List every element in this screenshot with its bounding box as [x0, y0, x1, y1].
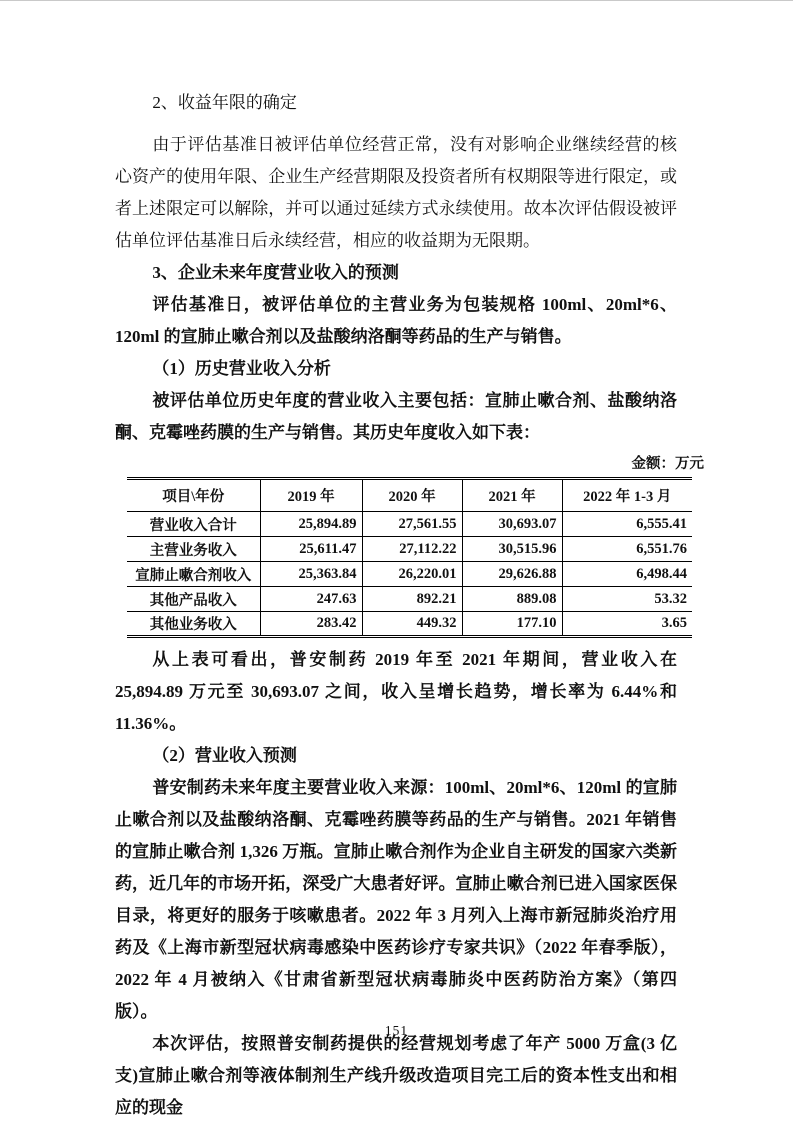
table-cell-value: 30,693.07 — [462, 512, 562, 537]
table-row-label: 营业收入合计 — [127, 512, 260, 537]
table-cell-value: 6,555.41 — [562, 512, 692, 537]
paragraph-historical-intro: 被评估单位历史年度的营业收入主要包括：宣肺止嗽合剂、盐酸纳洛酮、克霉唑药膜的生产与销售。其历史年度收入如下表： — [115, 391, 677, 442]
table-row — [127, 612, 692, 637]
paragraph-forecast-intro: 评估基准日，被评估单位的主营业务为包装规格 100ml、20ml*6、120ml 的宣肺止嗽合剂以及盐酸纳洛酮等药品的生产与销售。 — [115, 295, 677, 346]
table-cell-value: 6,498.44 — [562, 562, 692, 587]
page-number: 151 — [384, 1023, 409, 1038]
paragraph-prediction-1: 普安制药未来年度主要营业收入来源：100ml、20ml*6、120ml 的宣肺止嗽合剂以及盐酸纳洛酮、克霉唑药膜等药品的生产与销售。2021 年销售的宣肺止嗽合剂 1,326 万瓶。宣肺止嗽合剂作为企业自主研发的国家六类新药，近几年的市场开拓，深受广大患者好评。宣肺止嗽合剂已进入国家医保目录，将更好的服务于咳嗽患者。2022 年 3 月列入上海市新冠肺炎治疗用药及《上海市新型冠状病毒感染中医药诊疗专家共识》（2022 年春季版），2022 年 4 月被纳入《甘肃省新型冠状病毒肺炎中医药防治方案》（第四版）。 — [115, 778, 677, 1021]
table-row — [127, 512, 692, 537]
table-header-row — [127, 479, 692, 512]
table-cell-value: 26,220.01 — [362, 562, 462, 587]
table-row — [127, 587, 692, 612]
table-cell-value: 53.32 — [562, 587, 692, 612]
table-cell-value: 27,112.22 — [362, 537, 462, 562]
table-cell-value: 247.63 — [260, 587, 362, 612]
table-row — [127, 479, 692, 512]
table-cell-value: 892.21 — [362, 587, 462, 612]
table-cell-value: 29,626.88 — [462, 562, 562, 587]
table-row-label: 其他产品收入 — [127, 587, 260, 612]
table-cell-value: 30,515.96 — [462, 537, 562, 562]
table-cell-value: 25,611.47 — [260, 537, 362, 562]
heading-historical-analysis: （1）历史营业收入分析 — [152, 359, 331, 378]
table-row — [127, 562, 692, 587]
heading-revenue-prediction: （2）营业收入预测 — [152, 746, 297, 765]
table-header-cell: 2020 年 — [362, 479, 462, 512]
paragraph-table-analysis: 从上表可看出，普安制药 2019 年至 2021 年期间，营业收入在 25,894.89 万元至 30,693.07 之间，收入呈增长趋势，增长率为 6.44%和 11.36%。 — [115, 650, 677, 733]
table-body — [127, 512, 692, 637]
table-unit-label: 金额：万元 — [631, 456, 704, 472]
table-header-cell: 2019 年 — [260, 479, 362, 512]
page-content — [115, 87, 704, 1122]
table-row-label: 主营业务收入 — [127, 537, 260, 562]
table-cell-value: 177.10 — [462, 612, 562, 637]
table-cell-value: 6,551.76 — [562, 537, 692, 562]
heading-revenue-forecast: 3、企业未来年度营业收入的预测 — [152, 263, 399, 282]
table-cell-value: 889.08 — [462, 587, 562, 612]
table-row-label: 其他业务收入 — [127, 612, 260, 637]
table-cell-value: 27,561.55 — [362, 512, 462, 537]
heading-income-years: 2、收益年限的确定 — [152, 93, 297, 112]
table-cell-value: 449.32 — [362, 612, 462, 637]
table-row-label: 宣肺止嗽合剂收入 — [127, 562, 260, 587]
table-header-cell: 2022 年 1-3 月 — [562, 479, 692, 512]
historical-revenue-table — [127, 477, 692, 638]
paragraph-prediction-2: 本次评估，按照普安制药提供的经营规划考虑了年产 5000 万盒(3 亿支)宣肺止嗽合剂等液体制剂生产线升级改造项目完工后的资本性支出和相应的现金 — [115, 1034, 677, 1117]
table-cell-value: 283.42 — [260, 612, 362, 637]
table-cell-value: 3.65 — [562, 612, 692, 637]
table-header-cell: 项目\年份 — [127, 479, 260, 512]
table-cell-value: 25,363.84 — [260, 562, 362, 587]
paragraph-income-years: 由于评估基准日被评估单位经营正常，没有对影响企业继续经营的核心资产的使用年限、企业生产经营期限及投资者所有权期限等进行限定，或者上述限定可以解除，并可以通过延续方式永续使用。故本次评估假设被评估单位评估基准日后永续经营，相应的收益期为无限期。 — [115, 135, 677, 250]
table-header-cell: 2021 年 — [462, 479, 562, 512]
table-cell-value: 25,894.89 — [260, 512, 362, 537]
table-row — [127, 537, 692, 562]
